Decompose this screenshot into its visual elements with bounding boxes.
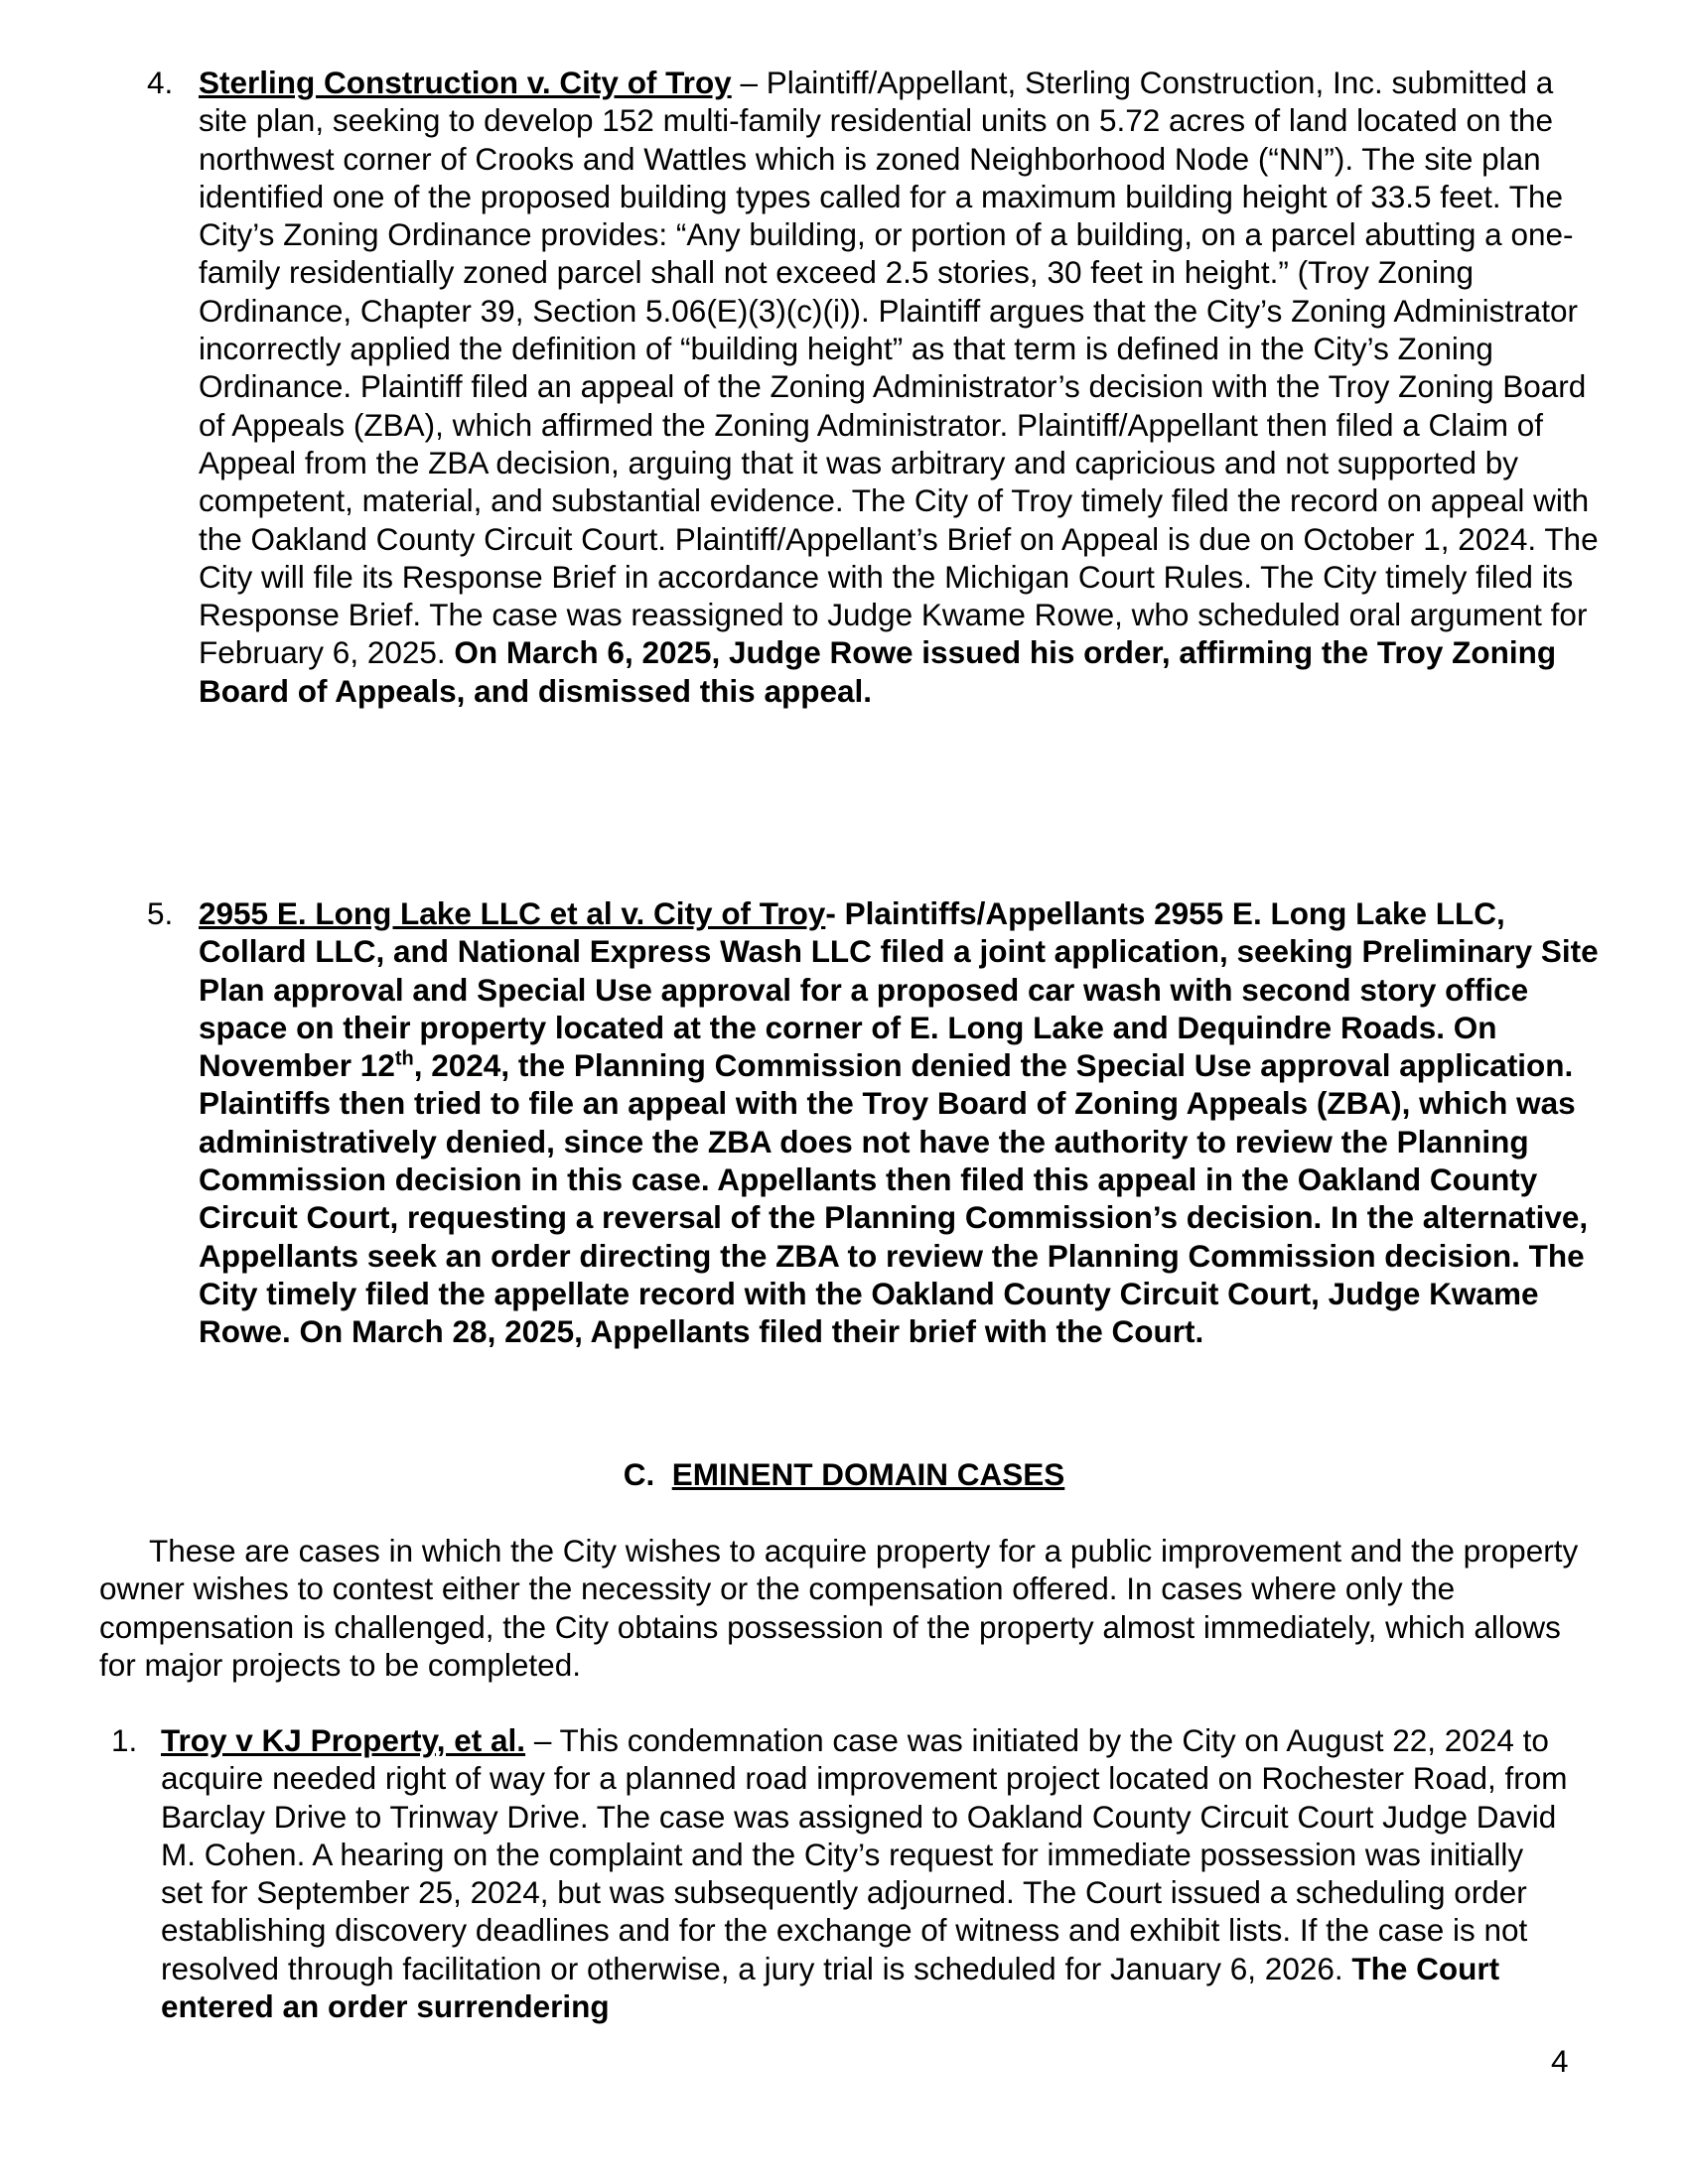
- list-number: 4.: [147, 65, 174, 100]
- case-text-bold: On March 6, 2025, Judge Rowe issued his order, affirming the Troy Zoning Board of Appeals, and dismissed this appeal.: [199, 634, 1557, 709]
- list-number: 1.: [111, 1722, 138, 1758]
- page-number: 4: [1551, 2043, 1569, 2079]
- list-number: 5.: [147, 895, 174, 931]
- case-text-continued: , 2024, the Planning Commission denied the Special Use approval application. Plaintiffs then tried to file an appeal with the Troy Board of Zoning Appeals (ZBA), which was administratively denied, since the ZBA does not have the authority to review the Planning Commission decision in this case. Appellants then filed this appeal in the Oakland County Circuit Court, requesting a reversal of the Planning Commission’s decision. In the alternative, Appellants seek an order directing the ZBA to review the Planning Commission decision. The City timely filed the appellate record with the Oakland County Circuit Court, Judge Kwame Rowe. On March 28, 2025, Appellants filed their brief with the Court.: [199, 1047, 1589, 1350]
- case-title: Troy v KJ Property, et al.: [161, 1722, 526, 1758]
- case-title: 2955 E. Long Lake LLC et al v. City of Troy: [199, 895, 826, 931]
- case-text: - Plaintiffs/Appellants 2955 E. Long Lake LLC, Collard LLC, and National Express Wash LLC filed a joint application, seeking Preliminary Site Plan approval and Special Use approval for a proposed car wash with second story office space on their property located at the corner of E. Long Lake and Dequindre Roads. On November 12: [199, 895, 1599, 1084]
- case-body: [199, 64, 1599, 710]
- case-title: Sterling Construction v. City of Troy: [199, 65, 732, 100]
- section-letter: C.: [623, 1456, 655, 1492]
- case-text-bold: The Court entered an order surrendering: [161, 1950, 1500, 2025]
- section-heading: [0, 1455, 1688, 1493]
- case-body: [199, 894, 1618, 1351]
- section-title: EMINENT DOMAIN CASES: [671, 1456, 1065, 1492]
- case-text: – This condemnation case was initiated by the City on August 22, 2024 to acquire needed right of way for a planned road improvement project located on Rochester Road, from Barclay Drive to Trinway Drive. The case was assigned to Oakland County Circuit Court Judge David M. Cohen. A hearing on the complaint and the City’s request for immediate possession was initially set for September 25, 2024, but was subsequently adjourned. The Court issued a scheduling order establishing discovery deadlines and for the exchange of witness and exhibit lists. If the case is not resolved through facilitation or otherwise, a jury trial is scheduled for January 6, 2026.: [161, 1722, 1568, 1986]
- case-body: [161, 1721, 1569, 2025]
- section-intro-paragraph: These are cases in which the City wishes to acquire property for a public improvement and the property owner wishes to contest either the necessity or the compensation offered. In cases where only the compensation is challenged, the City obtains possession of the property almost immediately, which allows for major projects to be completed.: [99, 1533, 1579, 1683]
- ordinal-suffix: th: [394, 1047, 414, 1070]
- case-text: – Plaintiff/Appellant, Sterling Construction, Inc. submitted a site plan, seeking to develop 152 multi-family residential units on 5.72 acres of land located on the northwest corner of Crooks and Wattles which is zoned Neighborhood Node (“NN”). The site plan identified one of the proposed building types called for a maximum building height of 33.5 feet. The City’s Zoning Ordinance provides: “Any building, or portion of a building, on a parcel abutting a one-family residentially zoned parcel shall not exceed 2.5 stories, 30 feet in height.” (Troy Zoning Ordinance, Chapter 39, Section 5.06(E)(3)(c)(i)). Plaintiff argues that the City’s Zoning Administrator incorrectly applied the definition of “building height” as that term is defined in the City’s Zoning Ordinance. Plaintiff filed an appeal of the Zoning Administrator’s decision with the Troy Zoning Board of Appeals (ZBA), which affirmed the Zoning Administrator. Plaintiff/Appellant then filed a Claim of Appeal from the ZBA decision, arguing that it was arbitrary and capricious and not supported by competent, material, and substantial evidence. The City of Troy timely filed the record on appeal with the Oakland County Circuit Court. Plaintiff/Appellant’s Brief on Appeal is due on October 1, 2024. The City will file its Response Brief in accordance with the Michigan Court Rules. The City timely filed its Response Brief. The case was reassigned to Judge Kwame Rowe, who scheduled oral argument for February 6, 2025.: [199, 65, 1599, 671]
